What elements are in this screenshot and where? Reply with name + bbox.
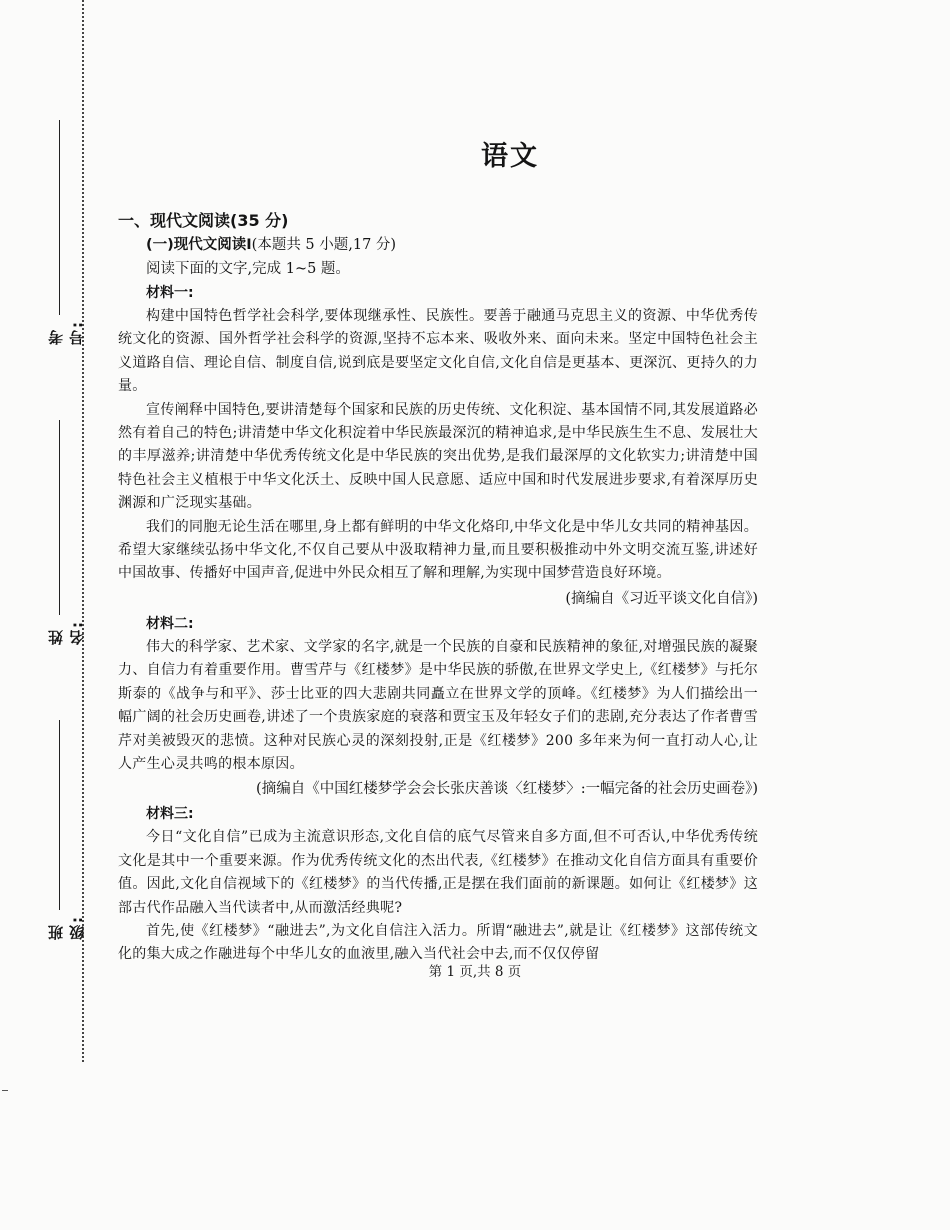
- section-heading: 一、现代文阅读(35 分): [118, 211, 289, 230]
- scan-mark: [2, 1090, 8, 1091]
- class-label: 班级:: [47, 915, 86, 940]
- subsection-note: (本题共 5 小题,17 分): [251, 237, 397, 253]
- subsection-title: (一)现代文阅读Ⅰ: [146, 237, 252, 253]
- name-underline: [59, 420, 60, 615]
- binding-strip: [0, 0, 90, 1230]
- reading-instruction: 阅读下面的文字,完成 1~5 题。: [146, 261, 350, 277]
- material-two-source: (摘编自《中国红楼梦学会会长张庆善谈〈红楼梦〉:一幅完备的社会历史画卷》): [256, 781, 758, 798]
- material-three-paragraph: 首先,使《红楼梦》“融进去”,为文化自信注入活力。所谓“融进去”,就是让《红楼梦》这部传统文化的集大成之作融进每个中华儿女的血液里,融入当代社会中去,而不仅仅停留: [118, 922, 758, 963]
- exam-number-label: 考号:: [47, 320, 86, 345]
- material-one-source: (摘编自《习近平谈文化自信》): [565, 590, 758, 607]
- material-three-label: 材料三:: [146, 806, 194, 823]
- class-underline: [59, 720, 60, 910]
- page-title: 语文: [481, 141, 539, 172]
- material-three-paragraph: 今日“文化自信”已成为主流意识形态,文化自信的底气尽管来自多方面,但不可否认,中华优秀传统文化是其中一个重要来源。作为优秀传统文化的杰出代表,《红楼梦》在推动文化自信方面具有重要价值。因此,文化自信视域下的《红楼梦》的当代传播,正是摆在我们面前的新课题。如何让《红楼梦》这部古代作品融入当代读者中,从而激活经典呢?: [118, 829, 758, 916]
- subsection-heading: [118, 233, 758, 257]
- binding-dotted-line: [82, 0, 84, 1062]
- material-one-paragraph: 构建中国特色哲学社会科学,要体现继承性、民族性。要善于融通马克思主义的资源、中华优秀传统文化的资源、国外哲学社会科学的资源,坚持不忘本来、吸收外来、面向未来。坚定中国特色社会主义道路自信、理论自信、制度自信,说到底是要坚定文化自信,文化自信是更基本、更深沉、更持久的力量。: [118, 308, 758, 395]
- material-two-paragraph: 伟大的科学家、艺术家、文学家的名字,就是一个民族的自豪和民族精神的象征,对增强民族的凝聚力、自信力有着重要作用。曹雪芹与《红楼梦》是中华民族的骄傲,在世界文学史上,《红楼梦》与托尔斯泰的《战争与和平》、莎士比亚的四大悲剧共同矗立在世界文学的顶峰。《红楼梦》为人们描绘出一幅广阔的社会历史画卷,讲述了一个贵族家庭的衰落和贾宝玉及年轻女子们的悲剧,充分表达了作者曹雪芹对美被毁灭的悲愤。这种对民族心灵的深刻投射,正是《红楼梦》200 多年来为何一直打动人心,让人产生心灵共鸣的根本原因。: [118, 638, 758, 772]
- exam-content: [118, 208, 758, 967]
- page-footer: 第 1 页,共 8 页: [428, 964, 522, 980]
- name-label: 姓名:: [47, 620, 86, 645]
- material-one-paragraph: 宣传阐释中国特色,要讲清楚每个国家和民族的历史传统、文化积淀、基本国情不同,其发展道路必然有着自己的特色;讲清楚中华文化积淀着中华民族最深沉的精神追求,是中华民族生生不息、发展壮大的丰厚滋养;讲清楚中华优秀传统文化是中华民族的突出优势,是我们最深厚的文化软实力;讲清楚中国特色社会主义植根于中华文化沃土、反映中国人民意愿、适应中国和时代发展进步要求,有着深厚历史渊源和广泛现实基础。: [118, 401, 758, 512]
- material-one-paragraph: 我们的同胞无论生活在哪里,身上都有鲜明的中华文化烙印,中华文化是中华儿女共同的精神基因。希望大家继续弘扬中华文化,不仅自己要从中汲取精神力量,而且要积极推动中外文明交流互鉴,讲述好中国故事、传播好中国声音,促进中外民众相互了解和理解,为实现中国梦营造良好环境。: [118, 518, 758, 582]
- exam-number-underline: [59, 120, 60, 315]
- material-one-label: 材料一:: [146, 285, 194, 301]
- material-two-label: 材料二:: [146, 615, 194, 632]
